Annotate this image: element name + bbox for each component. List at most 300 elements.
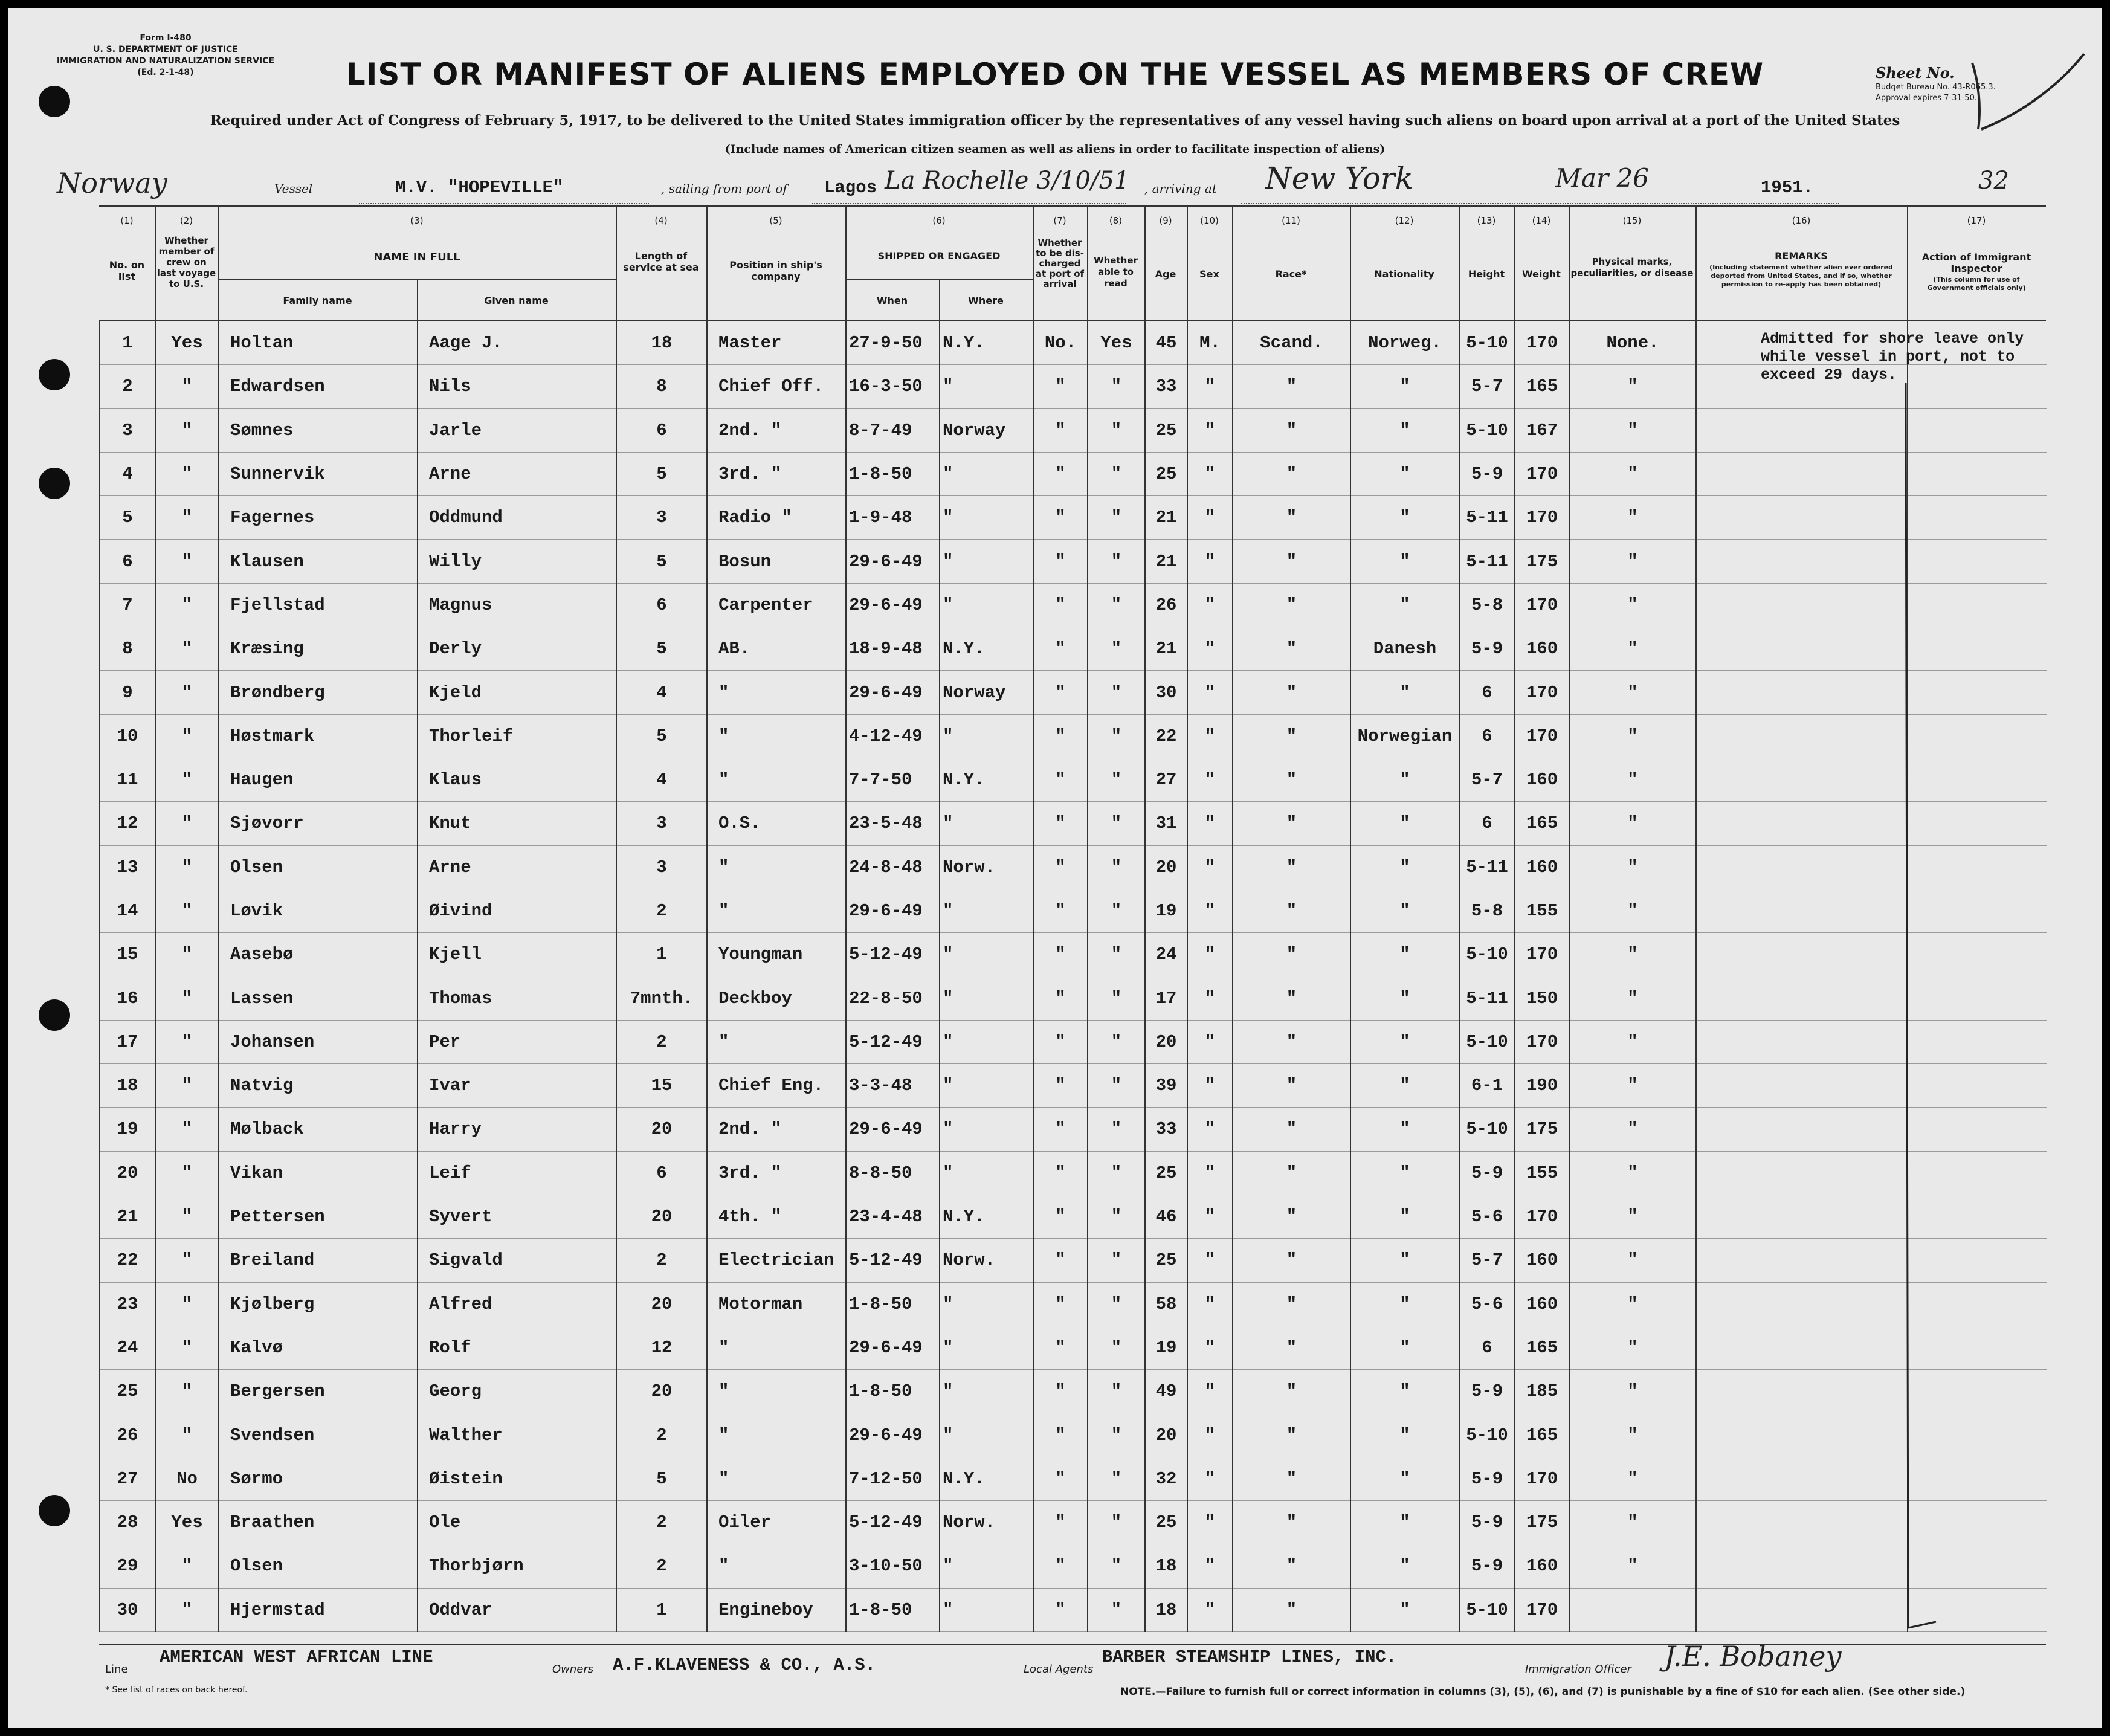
cell-disc: " xyxy=(1033,627,1088,671)
cell-no: 4 xyxy=(100,452,155,495)
table-row xyxy=(100,933,2047,976)
cell-position: " xyxy=(707,758,846,801)
table-row xyxy=(100,1195,2047,1238)
cell-race: " xyxy=(1233,1588,1350,1631)
cell-last: " xyxy=(155,1326,219,1369)
cell-disc: " xyxy=(1033,1501,1088,1544)
cell-no: 7 xyxy=(100,583,155,627)
cell-age: 30 xyxy=(1145,671,1187,714)
cell-weight: 160 xyxy=(1515,758,1569,801)
cell-no: 11 xyxy=(100,758,155,801)
cell-nat: " xyxy=(1350,1588,1459,1631)
cell-disc: " xyxy=(1033,1370,1088,1413)
cell-when: 3-3-48 xyxy=(846,1064,940,1108)
cell-last: No xyxy=(155,1457,219,1500)
cell-when: 1-9-48 xyxy=(846,496,940,540)
cell-nat: " xyxy=(1350,933,1459,976)
table-row xyxy=(100,627,2047,671)
cell-remarks xyxy=(1696,583,1908,627)
cell-nat: " xyxy=(1350,365,1459,408)
cell-age: 58 xyxy=(1145,1282,1187,1326)
col-num-17: (17) xyxy=(1967,215,1986,226)
hdr-rule xyxy=(1350,205,1351,320)
cell-age: 25 xyxy=(1145,1151,1187,1195)
form-edition: (Ed. 2-1-48) xyxy=(137,68,194,77)
cell-disc: " xyxy=(1033,1108,1088,1151)
cell-family: Olsen xyxy=(219,1544,418,1588)
cell-race: " xyxy=(1233,1151,1350,1195)
cell-nat: " xyxy=(1350,1108,1459,1151)
arrival-date: Mar 26 xyxy=(1555,163,1649,193)
cell-last: " xyxy=(155,408,219,452)
cell-read: " xyxy=(1088,1326,1145,1369)
cell-read: " xyxy=(1088,1588,1145,1631)
cell-last: " xyxy=(155,1282,219,1326)
cell-disc: " xyxy=(1033,1151,1088,1195)
cell-remarks xyxy=(1696,1544,1908,1588)
vessel-label: Vessel xyxy=(274,181,313,196)
cell-height: 5-9 xyxy=(1459,1457,1515,1500)
binder-hole xyxy=(39,468,70,499)
cell-sex: " xyxy=(1187,933,1233,976)
col-num-14: (14) xyxy=(1532,215,1551,226)
cell-weight: 170 xyxy=(1515,1457,1569,1500)
cell-age: 32 xyxy=(1145,1457,1187,1500)
port-underline xyxy=(812,203,1126,204)
cell-given: Georg xyxy=(418,1370,616,1413)
cell-no: 28 xyxy=(100,1501,155,1544)
cell-last: " xyxy=(155,1588,219,1631)
cell-read: " xyxy=(1088,1544,1145,1588)
cell-weight: 170 xyxy=(1515,321,1569,365)
cell-age: 45 xyxy=(1145,321,1187,365)
cell-weight: 170 xyxy=(1515,1588,1569,1631)
cell-where: " xyxy=(940,583,1033,627)
cell-read: " xyxy=(1088,802,1145,845)
cell-family: Vikan xyxy=(219,1151,418,1195)
cell-race: " xyxy=(1233,714,1350,758)
hdr-rule xyxy=(1514,205,1515,320)
cell-marks: " xyxy=(1569,1020,1696,1063)
cell-age: 27 xyxy=(1145,758,1187,801)
cell-height: 6 xyxy=(1459,1326,1515,1369)
cell-position: " xyxy=(707,1020,846,1063)
cell-when: 29-6-49 xyxy=(846,540,940,583)
cell-given: Oddvar xyxy=(418,1588,616,1631)
cell-when: 1-8-50 xyxy=(846,1370,940,1413)
cell-where: N.Y. xyxy=(940,758,1033,801)
cell-weight: 160 xyxy=(1515,1239,1569,1282)
cell-marks: " xyxy=(1569,1195,1696,1238)
cell-when: 8-8-50 xyxy=(846,1151,940,1195)
cell-given: Leif xyxy=(418,1151,616,1195)
cell-read: " xyxy=(1088,452,1145,495)
cell-no: 8 xyxy=(100,627,155,671)
cell-when: 3-10-50 xyxy=(846,1544,940,1588)
cell-last: " xyxy=(155,627,219,671)
cell-marks: " xyxy=(1569,1457,1696,1500)
cell-marks: " xyxy=(1569,452,1696,495)
department: U. S. DEPARTMENT OF JUSTICE xyxy=(93,45,238,54)
cell-when: 29-6-49 xyxy=(846,1326,940,1369)
cell-last: " xyxy=(155,976,219,1020)
cell-position: " xyxy=(707,1457,846,1500)
cell-position: Bosun xyxy=(707,540,846,583)
cell-age: 25 xyxy=(1145,408,1187,452)
cell-remarks xyxy=(1696,496,1908,540)
cell-no: 10 xyxy=(100,714,155,758)
cell-given: Arne xyxy=(418,452,616,495)
hdr-rule xyxy=(1033,205,1034,320)
table-row xyxy=(100,1588,2047,1631)
cell-family: Kjølberg xyxy=(219,1282,418,1326)
col-header-height: Height xyxy=(1468,268,1505,280)
cell-when: 24-8-48 xyxy=(846,845,940,889)
cell-when: 16-3-50 xyxy=(846,365,940,408)
col-num-8: (8) xyxy=(1109,215,1123,226)
cell-remarks xyxy=(1696,758,1908,801)
cell-position: Carpenter xyxy=(707,583,846,627)
cell-where: " xyxy=(940,1370,1033,1413)
cell-nat: " xyxy=(1350,1064,1459,1108)
cell-position: 3rd. " xyxy=(707,452,846,495)
table-row xyxy=(100,1544,2047,1588)
col-header-weight: Weight xyxy=(1522,268,1561,280)
cell-last: " xyxy=(155,452,219,495)
cell-nat: " xyxy=(1350,1457,1459,1500)
cell-position: " xyxy=(707,1544,846,1588)
cell-sex: " xyxy=(1187,1151,1233,1195)
cell-last: " xyxy=(155,1195,219,1238)
cell-family: Pettersen xyxy=(219,1195,418,1238)
cell-when: 5-12-49 xyxy=(846,1020,940,1063)
cell-read: " xyxy=(1088,1064,1145,1108)
budget-number: Budget Bureau No. 43-R065.3. xyxy=(1876,83,1996,92)
table-row xyxy=(100,1151,2047,1195)
cell-when: 23-5-48 xyxy=(846,802,940,845)
cell-where: Norway xyxy=(940,408,1033,452)
line-value: AMERICAN WEST AFRICAN LINE xyxy=(160,1647,433,1667)
cell-race: " xyxy=(1233,933,1350,976)
cell-nat: " xyxy=(1350,496,1459,540)
cell-last: " xyxy=(155,714,219,758)
cell-nat: " xyxy=(1350,1282,1459,1326)
cell-family: Breiland xyxy=(219,1239,418,1282)
cell-disc: No. xyxy=(1033,321,1088,365)
cell-sex: " xyxy=(1187,1064,1233,1108)
cell-nat: " xyxy=(1350,802,1459,845)
officer-label: Immigration Officer xyxy=(1525,1663,1631,1676)
cell-remarks xyxy=(1696,1457,1908,1500)
cell-where: " xyxy=(940,889,1033,932)
cell-service: 20 xyxy=(616,1370,707,1413)
col-num-12: (12) xyxy=(1395,215,1414,226)
cell-given: Syvert xyxy=(418,1195,616,1238)
cell-race: " xyxy=(1233,452,1350,495)
cell-position: 2nd. " xyxy=(707,1108,846,1151)
cell-sex: " xyxy=(1187,758,1233,801)
cell-position: " xyxy=(707,671,846,714)
col-header-age: Age xyxy=(1155,268,1176,280)
cell-marks: " xyxy=(1569,1282,1696,1326)
cell-service: 8 xyxy=(616,365,707,408)
cell-disc: " xyxy=(1033,671,1088,714)
cell-position: Chief Eng. xyxy=(707,1064,846,1108)
cell-last: " xyxy=(155,933,219,976)
cell-weight: 155 xyxy=(1515,1151,1569,1195)
cell-remarks xyxy=(1696,1151,1908,1195)
hdr-rule xyxy=(616,205,617,320)
cell-read: " xyxy=(1088,1108,1145,1151)
cell-last: " xyxy=(155,540,219,583)
cell-disc: " xyxy=(1033,540,1088,583)
hdr-rule xyxy=(1459,205,1460,320)
cell-where: Norway xyxy=(940,671,1033,714)
cell-where: " xyxy=(940,1108,1033,1151)
cell-read: " xyxy=(1088,933,1145,976)
table-row xyxy=(100,714,2047,758)
cell-marks: " xyxy=(1569,365,1696,408)
cell-position: AB. xyxy=(707,627,846,671)
cell-race: " xyxy=(1233,845,1350,889)
cell-sex: " xyxy=(1187,1108,1233,1151)
table-row xyxy=(100,1020,2047,1063)
table-row xyxy=(100,758,2047,801)
cell-marks xyxy=(1569,1588,1696,1631)
cell-position: 4th. " xyxy=(707,1195,846,1238)
cell-nat: " xyxy=(1350,758,1459,801)
cell-given: Willy xyxy=(418,540,616,583)
cell-sex: " xyxy=(1187,1544,1233,1588)
cell-read: " xyxy=(1088,1413,1145,1457)
flag-country: Norway xyxy=(57,167,167,199)
col-header-marks: Physical marks, peculiarities, or disease xyxy=(1570,256,1694,279)
cell-age: 25 xyxy=(1145,452,1187,495)
cell-weight: 170 xyxy=(1515,1195,1569,1238)
remarks-bracket xyxy=(1900,383,1960,1640)
table-row xyxy=(100,1282,2047,1326)
cell-nat: " xyxy=(1350,452,1459,495)
remarks-text xyxy=(1761,330,2024,384)
cell-when: 5-12-49 xyxy=(846,933,940,976)
cell-position: Youngman xyxy=(707,933,846,976)
col-num-10: (10) xyxy=(1200,215,1219,226)
col-num-5: (5) xyxy=(769,215,782,226)
cell-nat: " xyxy=(1350,1195,1459,1238)
cell-sex: " xyxy=(1187,802,1233,845)
subnote: (Include names of American citizen seamen as well as aliens in order to facilitate inspection of aliens) xyxy=(724,143,1386,156)
table-row xyxy=(100,321,2047,365)
cell-read: " xyxy=(1088,1151,1145,1195)
cell-when: 4-12-49 xyxy=(846,714,940,758)
cell-read: " xyxy=(1088,496,1145,540)
cell-last: " xyxy=(155,1064,219,1108)
cell-read: " xyxy=(1088,1501,1145,1544)
col-header-action: Action of Immigrant Inspector xyxy=(1921,251,2031,274)
cell-family: Svendsen xyxy=(219,1413,418,1457)
cell-position: Motorman xyxy=(707,1282,846,1326)
cell-nat: " xyxy=(1350,1501,1459,1544)
cell-where: " xyxy=(940,1544,1033,1588)
cell-nat: Norweg. xyxy=(1350,321,1459,365)
col-num-1: (1) xyxy=(120,215,134,226)
col-header-race: Race* xyxy=(1275,268,1307,280)
cell-race: " xyxy=(1233,1326,1350,1369)
cell-service: 2 xyxy=(616,1020,707,1063)
cell-weight: 170 xyxy=(1515,583,1569,627)
cell-position: 3rd. " xyxy=(707,1151,846,1195)
cell-weight: 170 xyxy=(1515,496,1569,540)
cell-when: 22-8-50 xyxy=(846,976,940,1020)
cell-where: " xyxy=(940,1064,1033,1108)
cell-race: " xyxy=(1233,1501,1350,1544)
cell-when: 29-6-49 xyxy=(846,889,940,932)
cell-weight: 170 xyxy=(1515,714,1569,758)
cell-when: 7-7-50 xyxy=(846,758,940,801)
cell-race: " xyxy=(1233,365,1350,408)
cell-last: " xyxy=(155,1413,219,1457)
cell-position: 2nd. " xyxy=(707,408,846,452)
cell-disc: " xyxy=(1033,889,1088,932)
action-note: (This column for use of Government officials only) xyxy=(1927,276,2026,292)
cell-age: 21 xyxy=(1145,540,1187,583)
cell-no: 29 xyxy=(100,1544,155,1588)
cell-where: Norw. xyxy=(940,1239,1033,1282)
cell-sex: " xyxy=(1187,496,1233,540)
cell-read: " xyxy=(1088,583,1145,627)
cell-read: " xyxy=(1088,1239,1145,1282)
cell-position: Deckboy xyxy=(707,976,846,1020)
cell-height: 6-1 xyxy=(1459,1064,1515,1108)
cell-service: 2 xyxy=(616,1501,707,1544)
cell-weight: 165 xyxy=(1515,802,1569,845)
cell-age: 31 xyxy=(1145,802,1187,845)
cell-disc: " xyxy=(1033,1588,1088,1631)
cell-family: Edwardsen xyxy=(219,365,418,408)
cell-family: Olsen xyxy=(219,845,418,889)
cell-family: Fagernes xyxy=(219,496,418,540)
cell-disc: " xyxy=(1033,1195,1088,1238)
cell-service: 6 xyxy=(616,408,707,452)
cell-sex: " xyxy=(1187,1239,1233,1282)
cell-where: Norw. xyxy=(940,845,1033,889)
cell-race: " xyxy=(1233,540,1350,583)
cell-sex: " xyxy=(1187,1588,1233,1631)
cell-position: " xyxy=(707,1370,846,1413)
cell-disc: " xyxy=(1033,1282,1088,1326)
cell-family: Sømnes xyxy=(219,408,418,452)
cell-remarks xyxy=(1696,1064,1908,1108)
cell-height: 5-10 xyxy=(1459,1588,1515,1631)
cell-marks: " xyxy=(1569,758,1696,801)
cell-when: 5-12-49 xyxy=(846,1501,940,1544)
cell-where: " xyxy=(940,1020,1033,1063)
cell-where: " xyxy=(940,452,1033,495)
cell-read: Yes xyxy=(1088,321,1145,365)
cell-weight: 175 xyxy=(1515,1108,1569,1151)
cell-service: 3 xyxy=(616,496,707,540)
port-of-departure: Lagos xyxy=(824,178,877,198)
cell-height: 5-10 xyxy=(1459,408,1515,452)
cell-family: Sørmo xyxy=(219,1457,418,1500)
cell-service: 20 xyxy=(616,1282,707,1326)
arrival-underline xyxy=(1241,203,1839,204)
cell-service: 1 xyxy=(616,1588,707,1631)
cell-marks: " xyxy=(1569,845,1696,889)
cell-where: " xyxy=(940,1282,1033,1326)
cell-marks: " xyxy=(1569,1151,1696,1195)
cell-no: 26 xyxy=(100,1413,155,1457)
cell-age: 26 xyxy=(1145,583,1187,627)
cell-nat: " xyxy=(1350,1020,1459,1063)
corner-mark xyxy=(1954,45,2093,135)
table-top-rule xyxy=(99,205,2046,207)
cell-where: " xyxy=(940,540,1033,583)
cell-when: 8-7-49 xyxy=(846,408,940,452)
form-number: Form I-480 xyxy=(140,33,192,43)
cell-remarks xyxy=(1696,671,1908,714)
cell-height: 5-11 xyxy=(1459,976,1515,1020)
cell-where: Norw. xyxy=(940,1501,1033,1544)
cell-service: 5 xyxy=(616,452,707,495)
cell-where: " xyxy=(940,1588,1033,1631)
cell-disc: " xyxy=(1033,1020,1088,1063)
cell-given: Jarle xyxy=(418,408,616,452)
cell-where: " xyxy=(940,802,1033,845)
cell-weight: 165 xyxy=(1515,1326,1569,1369)
cell-age: 20 xyxy=(1145,1020,1187,1063)
cell-read: " xyxy=(1088,1282,1145,1326)
cell-service: 2 xyxy=(616,1544,707,1588)
cell-family: Haugen xyxy=(219,758,418,801)
cell-no: 6 xyxy=(100,540,155,583)
col-num-4: (4) xyxy=(654,215,668,226)
cell-when: 29-6-49 xyxy=(846,671,940,714)
subtitle: Required under Act of Congress of February 5, 1917, to be delivered to the United States immigration officer by the representatives of any vessel having such aliens on board upon arrival at a port of the United States xyxy=(210,112,1900,129)
cell-remarks xyxy=(1696,976,1908,1020)
cell-sex: " xyxy=(1187,1370,1233,1413)
cell-sex: " xyxy=(1187,365,1233,408)
cell-marks: " xyxy=(1569,540,1696,583)
cell-no: 12 xyxy=(100,802,155,845)
table-row xyxy=(100,976,2047,1020)
cell-height: 6 xyxy=(1459,671,1515,714)
vessel-name: M.V. "HOPEVILLE" xyxy=(395,178,564,198)
cell-marks: " xyxy=(1569,1413,1696,1457)
col-header-service: Length of service at sea xyxy=(623,250,699,273)
cell-family: Løvik xyxy=(219,889,418,932)
cell-given: Ole xyxy=(418,1501,616,1544)
cell-disc: " xyxy=(1033,452,1088,495)
page-mark: 32 xyxy=(1978,167,2009,195)
cell-sex: " xyxy=(1187,671,1233,714)
cell-read: " xyxy=(1088,540,1145,583)
cell-disc: " xyxy=(1033,1457,1088,1500)
cell-read: " xyxy=(1088,758,1145,801)
cell-race: " xyxy=(1233,408,1350,452)
cell-family: Kalvø xyxy=(219,1326,418,1369)
cell-when: 29-6-49 xyxy=(846,583,940,627)
cell-age: 21 xyxy=(1145,627,1187,671)
col-header-no: No. on list xyxy=(109,259,145,282)
cell-remarks xyxy=(1696,540,1908,583)
cell-nat: " xyxy=(1350,1151,1459,1195)
cell-given: Alfred xyxy=(418,1282,616,1326)
cell-weight: 165 xyxy=(1515,365,1569,408)
cell-race: " xyxy=(1233,1457,1350,1500)
cell-given: Rolf xyxy=(418,1326,616,1369)
table-row xyxy=(100,845,2047,889)
